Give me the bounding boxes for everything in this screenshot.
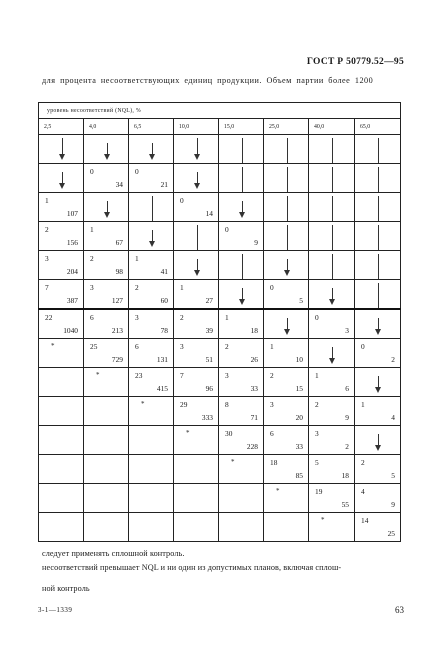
table-cell [264, 397, 309, 426]
table-cell [84, 280, 129, 310]
arrow-down-icon [284, 259, 292, 276]
acceptance-number: 8 [225, 400, 229, 409]
acceptance-number: 1 [135, 254, 139, 263]
sample-size: 387 [66, 296, 78, 305]
table-cell [264, 339, 309, 368]
table-cell [129, 455, 174, 484]
table-cell [219, 397, 264, 426]
table-cell [219, 251, 264, 280]
table-row [39, 339, 401, 368]
table-cell [39, 164, 84, 193]
asterisk-marker: * [321, 516, 325, 524]
acceptance-number: 2 [315, 400, 319, 409]
table-cell [39, 309, 84, 339]
acceptance-number: 0 [361, 342, 365, 351]
sample-size: 2 [391, 355, 395, 364]
table-cell [264, 426, 309, 455]
table-cell [219, 309, 264, 339]
continuation-line-icon [329, 254, 337, 276]
table-cell [219, 222, 264, 251]
arrow-down-icon [239, 201, 247, 218]
table-cell [129, 397, 174, 426]
sample-size: 729 [111, 355, 123, 364]
continuation-line-icon [149, 196, 157, 218]
sample-size: 156 [66, 238, 78, 247]
table-cell [84, 309, 129, 339]
table-cell [174, 339, 219, 368]
table-cell [39, 193, 84, 222]
sample-size: 55 [341, 500, 349, 509]
arrow-down-icon [194, 172, 202, 189]
acceptance-number: 18 [270, 458, 278, 467]
table-cell [355, 222, 401, 251]
sample-size: 3 [345, 326, 349, 335]
acceptance-number: 2 [270, 371, 274, 380]
table-cell [309, 164, 355, 193]
continuation-line-icon [329, 225, 337, 247]
table-cell [129, 135, 174, 164]
table-cell [84, 251, 129, 280]
table-cell [129, 368, 174, 397]
table-cell [309, 455, 355, 484]
arrow-down-icon [194, 259, 202, 276]
table-cell [129, 513, 174, 542]
nql-header: уровень несоответствий (NQL), % [39, 103, 401, 119]
sample-size: 27 [205, 296, 213, 305]
table-cell [129, 193, 174, 222]
table-cell [39, 513, 84, 542]
table-row [39, 513, 401, 542]
sample-size: 39 [205, 326, 213, 335]
table-cell [264, 222, 309, 251]
continuation-line-icon [375, 167, 383, 189]
sample-size: 4 [391, 413, 395, 422]
sample-size: 1040 [63, 326, 78, 335]
sample-size: 33 [250, 384, 258, 393]
table-cell [309, 484, 355, 513]
nql-column-header: 6,5 [129, 119, 174, 135]
table-cell [355, 513, 401, 542]
table-cell [355, 280, 401, 310]
acceptance-number: 0 [225, 225, 229, 234]
acceptance-number: 3 [180, 342, 184, 351]
acceptance-number: 0 [180, 196, 184, 205]
table-cell [219, 455, 264, 484]
arrow-down-icon [59, 138, 67, 160]
continuation-line-icon [284, 167, 292, 189]
sample-size: 228 [246, 442, 258, 451]
sample-size: 127 [111, 296, 123, 305]
arrow-down-icon [59, 172, 67, 189]
sample-size: 20 [295, 413, 303, 422]
acceptance-number: 6 [90, 313, 94, 322]
acceptance-number: 1 [270, 342, 274, 351]
sample-size: 51 [205, 355, 213, 364]
acceptance-number: 0 [90, 167, 94, 176]
table-cell [174, 368, 219, 397]
sample-size: 15 [295, 384, 303, 393]
table-cell [264, 309, 309, 339]
acceptance-number: 3 [135, 313, 139, 322]
acceptance-number: 29 [180, 400, 188, 409]
table-cell [264, 164, 309, 193]
table-cell [264, 251, 309, 280]
sample-size: 34 [115, 180, 123, 189]
sample-size: 25 [387, 529, 395, 538]
asterisk-marker: * [231, 458, 235, 466]
nql-column-header: 65,0 [355, 119, 401, 135]
acceptance-number: 14 [361, 516, 369, 525]
continuation-line-icon [239, 138, 247, 160]
table-cell [174, 426, 219, 455]
table-cell [84, 455, 129, 484]
sample-size: 204 [66, 267, 78, 276]
table-caption: для процента несоответствующих единиц продукции. Объем партии более 1200 [42, 76, 374, 85]
table-row [39, 484, 401, 513]
nql-column-header: 15,0 [219, 119, 264, 135]
acceptance-number: 1 [45, 196, 49, 205]
table-cell [39, 222, 84, 251]
table-cell [129, 426, 174, 455]
table-cell [355, 397, 401, 426]
table-row [39, 368, 401, 397]
table-row [39, 455, 401, 484]
table-cell [39, 397, 84, 426]
sample-size: 6 [345, 384, 349, 393]
table-cell [264, 455, 309, 484]
table-cell [219, 164, 264, 193]
acceptance-number: 3 [225, 371, 229, 380]
table-cell [84, 164, 129, 193]
table-cell [39, 280, 84, 310]
acceptance-number: 3 [270, 400, 274, 409]
table-cell [264, 280, 309, 310]
table-row [39, 309, 401, 339]
table-cell [309, 251, 355, 280]
table-cell [219, 513, 264, 542]
table-cell [219, 193, 264, 222]
sample-size: 5 [299, 296, 303, 305]
table-cell [174, 455, 219, 484]
acceptance-number: 3 [45, 254, 49, 263]
table-cell [355, 193, 401, 222]
table-cell [129, 484, 174, 513]
table-cell [84, 484, 129, 513]
continuation-line-icon [329, 167, 337, 189]
acceptance-number: 2 [180, 313, 184, 322]
table-cell [355, 368, 401, 397]
sample-size: 96 [205, 384, 213, 393]
sample-size: 85 [295, 471, 303, 480]
acceptance-number: 6 [270, 429, 274, 438]
sample-size: 60 [160, 296, 168, 305]
continuation-line-icon [284, 225, 292, 247]
page-number: 63 [395, 605, 404, 615]
table-cell [355, 484, 401, 513]
sample-size: 9 [391, 500, 395, 509]
acceptance-number: 0 [315, 313, 319, 322]
arrow-down-icon [149, 230, 157, 247]
table-cell [84, 222, 129, 251]
table-cell [39, 251, 84, 280]
table-cell [174, 251, 219, 280]
table-cell [84, 368, 129, 397]
asterisk-marker: * [141, 400, 145, 408]
acceptance-number: 7 [45, 283, 49, 292]
table-cell [355, 164, 401, 193]
acceptance-number: 25 [90, 342, 98, 351]
sample-size: 415 [156, 384, 168, 393]
table-cell [309, 426, 355, 455]
continuation-line-icon [239, 254, 247, 276]
table-cell [264, 484, 309, 513]
table-cell [264, 193, 309, 222]
table-cell [129, 222, 174, 251]
arrow-down-icon [329, 347, 337, 364]
table-cell [355, 339, 401, 368]
table-cell [309, 513, 355, 542]
acceptance-number: 22 [45, 313, 53, 322]
sample-size: 98 [115, 267, 123, 276]
acceptance-number: 2 [90, 254, 94, 263]
table-cell [174, 280, 219, 310]
acceptance-number: 2 [135, 283, 139, 292]
nql-column-header: 25,0 [264, 119, 309, 135]
table-cell [309, 222, 355, 251]
sample-size: 21 [160, 180, 168, 189]
table-cell [84, 513, 129, 542]
acceptance-number: 1 [361, 400, 365, 409]
table-cell [174, 513, 219, 542]
acceptance-number: 1 [315, 371, 319, 380]
table-cell [174, 397, 219, 426]
table-cell [264, 513, 309, 542]
acceptance-number: 1 [180, 283, 184, 292]
arrow-down-icon [284, 318, 292, 335]
asterisk-marker: * [96, 371, 100, 379]
table-row [39, 397, 401, 426]
continuation-line-icon [375, 138, 383, 160]
table-cell [174, 309, 219, 339]
table-cell [309, 397, 355, 426]
sample-size: 14 [205, 209, 213, 218]
continuation-line-icon [375, 225, 383, 247]
nql-column-header: 10,0 [174, 119, 219, 135]
continuation-line-icon [375, 283, 383, 305]
table-row [39, 426, 401, 455]
table-cell [39, 339, 84, 368]
arrow-down-icon [104, 201, 112, 218]
acceptance-number: 0 [135, 167, 139, 176]
table-cell [309, 193, 355, 222]
table-cell [219, 339, 264, 368]
nql-column-header: 2,5 [39, 119, 84, 135]
table-cell [355, 251, 401, 280]
table-cell [219, 368, 264, 397]
acceptance-number: 3 [90, 283, 94, 292]
sample-size: 71 [250, 413, 258, 422]
asterisk-marker: * [51, 342, 55, 350]
table-cell [39, 368, 84, 397]
table-cell [355, 426, 401, 455]
table-cell [264, 135, 309, 164]
table-row [39, 251, 401, 280]
nql-values-row [39, 119, 401, 135]
table-cell [355, 309, 401, 339]
table-cell [174, 135, 219, 164]
sample-size: 18 [250, 326, 258, 335]
table-row [39, 135, 401, 164]
table-cell [309, 280, 355, 310]
acceptance-number: 5 [315, 458, 319, 467]
table-cell [219, 484, 264, 513]
arrow-down-icon [104, 143, 112, 160]
acceptance-number: 2 [225, 342, 229, 351]
table-cell [39, 426, 84, 455]
acceptance-number: 2 [361, 458, 365, 467]
sample-size: 33 [295, 442, 303, 451]
table-cell [39, 455, 84, 484]
continuation-line-icon [329, 138, 337, 160]
sample-size: 2 [345, 442, 349, 451]
sample-size: 26 [250, 355, 258, 364]
table-cell [309, 135, 355, 164]
continuation-line-icon [284, 138, 292, 160]
table-cell [219, 426, 264, 455]
sample-size: 5 [391, 471, 395, 480]
acceptance-number: 23 [135, 371, 143, 380]
sampling-plan-table-container [38, 102, 400, 538]
arrow-down-icon [149, 143, 157, 160]
sample-size: 131 [156, 355, 168, 364]
table-cell [129, 339, 174, 368]
table-cell [129, 280, 174, 310]
table-cell [84, 426, 129, 455]
table-cell [219, 135, 264, 164]
acceptance-number: 4 [361, 487, 365, 496]
acceptance-number: 0 [270, 283, 274, 292]
table-cell [84, 339, 129, 368]
table-cell [264, 368, 309, 397]
note-line-3: ной контроль [42, 584, 90, 593]
table-cell [84, 193, 129, 222]
arrow-down-icon [329, 288, 337, 305]
table-cell [174, 164, 219, 193]
sample-size: 9 [254, 238, 258, 247]
table-cell [84, 397, 129, 426]
table-row [39, 280, 401, 310]
asterisk-marker: * [276, 487, 280, 495]
standard-number: ГОСТ Р 50779.52—95 [306, 57, 404, 67]
acceptance-number: 30 [225, 429, 233, 438]
acceptance-number: 3 [315, 429, 319, 438]
table-row [39, 222, 401, 251]
table-row [39, 164, 401, 193]
nql-column-header: 40,0 [309, 119, 355, 135]
acceptance-number: 19 [315, 487, 323, 496]
arrow-down-icon [239, 288, 247, 305]
table-cell [309, 309, 355, 339]
nql-column-header: 4,0 [84, 119, 129, 135]
table-cell [174, 484, 219, 513]
continuation-line-icon [375, 254, 383, 276]
table-cell [355, 135, 401, 164]
acceptance-number: 1 [90, 225, 94, 234]
table-cell [129, 251, 174, 280]
acceptance-number: 2 [45, 225, 49, 234]
sample-size: 41 [160, 267, 168, 276]
table-cell [174, 222, 219, 251]
sample-size: 78 [160, 326, 168, 335]
continuation-line-icon [284, 196, 292, 218]
sample-size: 18 [341, 471, 349, 480]
table-cell [355, 455, 401, 484]
continuation-line-icon [375, 196, 383, 218]
arrow-down-icon [375, 434, 383, 451]
arrow-down-icon [375, 318, 383, 335]
table-cell [129, 164, 174, 193]
table-cell [84, 135, 129, 164]
continuation-line-icon [239, 167, 247, 189]
continuation-line-icon [194, 225, 202, 247]
sample-size: 107 [66, 209, 78, 218]
acceptance-number: 7 [180, 371, 184, 380]
arrow-down-icon [375, 376, 383, 393]
sample-size: 67 [115, 238, 123, 247]
table-cell [39, 484, 84, 513]
acceptance-number: 6 [135, 342, 139, 351]
table-cell [219, 280, 264, 310]
note-line-1: следует применять сплошной контроль. [42, 549, 185, 558]
note-line-2: несоответствий превышает NQL и ни один из допустимых планов, включая сплош- [42, 563, 342, 572]
table-cell [129, 309, 174, 339]
table-cell [309, 339, 355, 368]
asterisk-marker: * [186, 429, 190, 437]
continuation-line-icon [329, 196, 337, 218]
table-row [39, 193, 401, 222]
sample-size: 10 [295, 355, 303, 364]
table-cell [174, 193, 219, 222]
acceptance-number: 1 [225, 313, 229, 322]
sample-size: 333 [201, 413, 213, 422]
sample-size: 9 [345, 413, 349, 422]
table-cell [39, 135, 84, 164]
table-cell [309, 368, 355, 397]
arrow-down-icon [194, 138, 202, 160]
sampling-plan-table [38, 102, 401, 542]
sample-size: 213 [111, 326, 123, 335]
print-code: 3-1—1339 [38, 606, 73, 614]
